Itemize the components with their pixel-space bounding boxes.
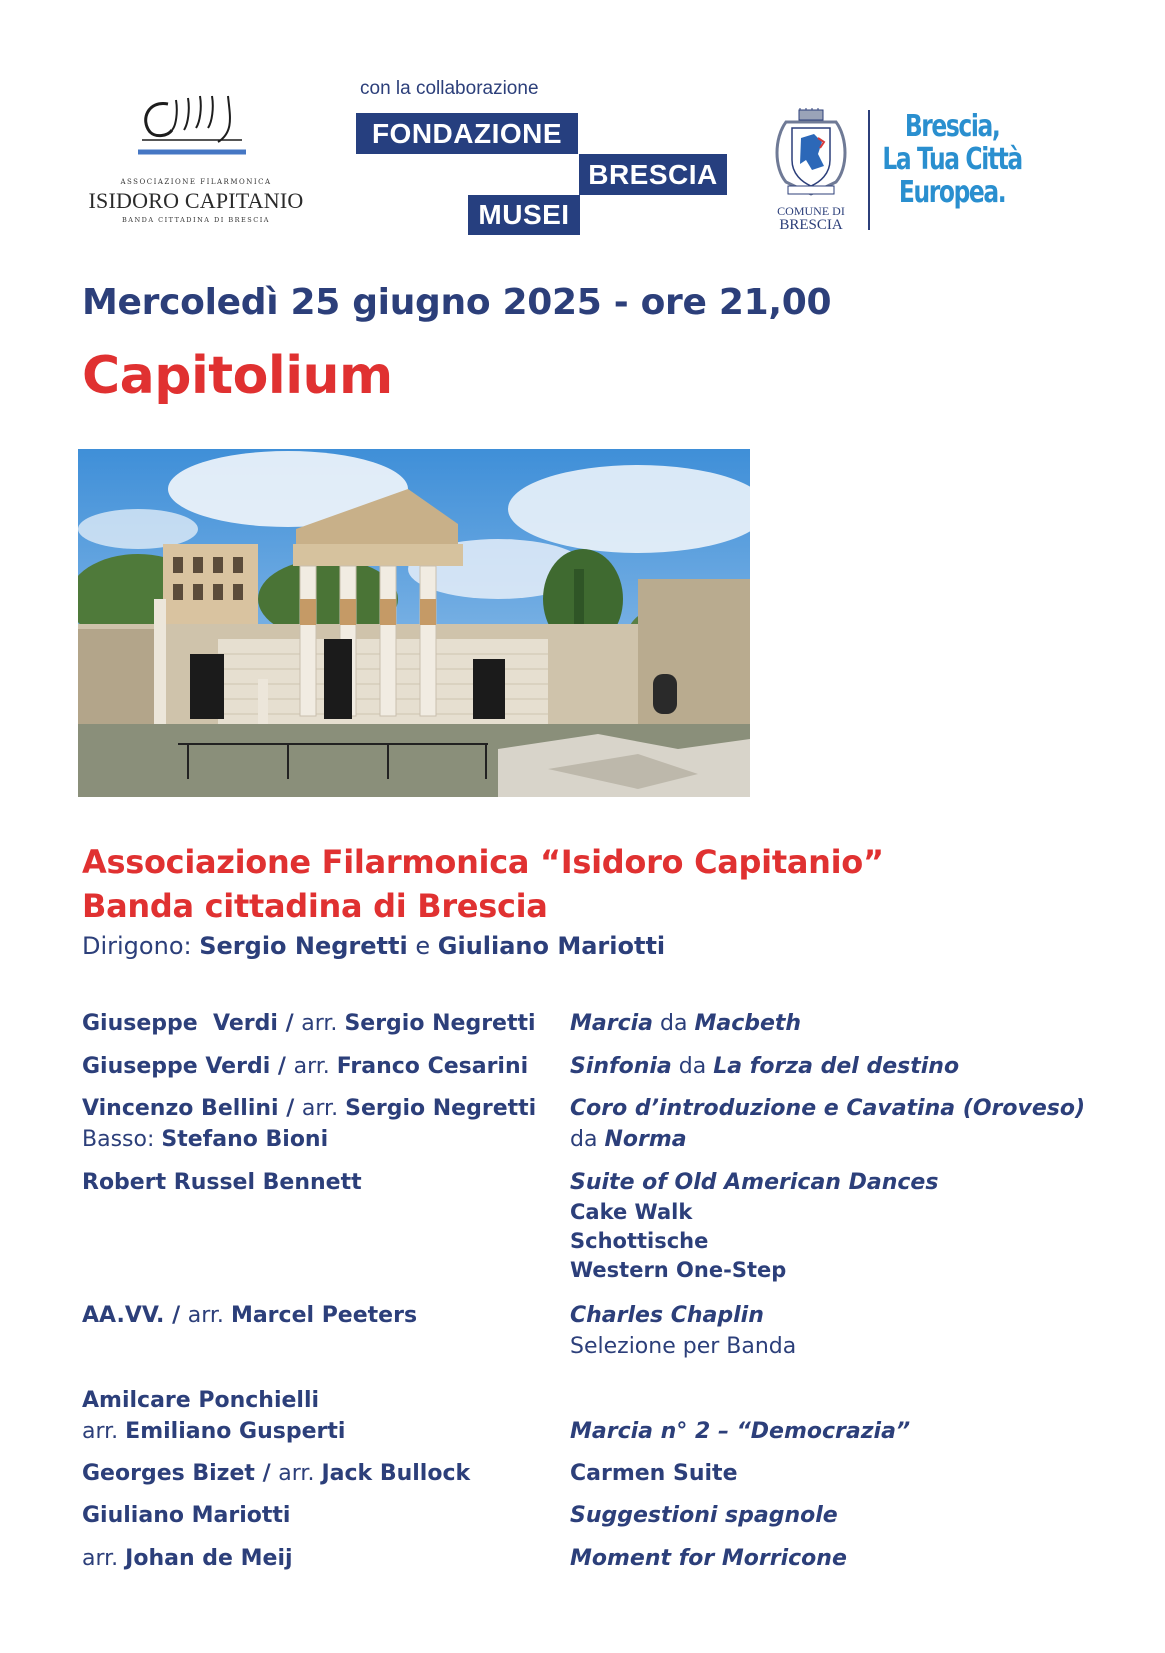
arranger: Marcel Peeters bbox=[230, 1303, 418, 1328]
arr-label: arr. bbox=[187, 1303, 224, 1328]
slogan-line-2: La Tua Città bbox=[882, 142, 1022, 177]
brescia-slogan bbox=[878, 110, 1026, 209]
program-composer-6 bbox=[82, 1385, 345, 1447]
arranger: Sergio Negretti bbox=[344, 1011, 536, 1036]
arranger: Sergio Negretti bbox=[345, 1096, 537, 1121]
association-subtitle: Banda cittadina di Brescia bbox=[82, 887, 548, 925]
arr-label: arr. bbox=[301, 1011, 338, 1036]
composer: AA.VV. bbox=[82, 1303, 165, 1328]
arranger: Jack Bullock bbox=[321, 1461, 471, 1486]
association-name: Associazione Filarmonica “Isidoro Capitanio” bbox=[82, 843, 884, 881]
composer: Giuseppe Verdi bbox=[82, 1054, 271, 1079]
isidoro-capitanio-logo bbox=[78, 92, 314, 232]
work-type: Sinfonia bbox=[570, 1054, 672, 1079]
conductor-1: Sergio Negretti bbox=[199, 932, 408, 960]
comune-line-2: BRESCIA bbox=[779, 217, 843, 233]
program-composer-4 bbox=[82, 1167, 362, 1198]
and-word: e bbox=[415, 932, 431, 960]
da-word: da bbox=[570, 1127, 598, 1152]
fondazione-word: FONDAZIONE bbox=[356, 113, 578, 154]
program-composer-7 bbox=[82, 1458, 470, 1489]
work-title: Suite of Old American Dances bbox=[570, 1170, 939, 1195]
program-work-9 bbox=[570, 1543, 847, 1574]
separator: / bbox=[277, 1011, 302, 1036]
event-place: Capitolium bbox=[82, 346, 393, 406]
composer: Robert Russel Bennett bbox=[82, 1170, 362, 1195]
separator: / bbox=[278, 1096, 302, 1121]
program-composer-8 bbox=[82, 1500, 290, 1531]
logo-divider bbox=[868, 110, 870, 230]
soloist: Stefano Bioni bbox=[161, 1127, 329, 1152]
program-work-1 bbox=[570, 1008, 801, 1039]
capitolium-photo bbox=[78, 449, 750, 797]
isidoro-assoc-line: ASSOCIAZIONE FILARMONICA bbox=[120, 178, 272, 186]
work-title: Macbeth bbox=[694, 1011, 802, 1036]
program-work-5 bbox=[570, 1300, 796, 1362]
program-composer-2 bbox=[82, 1051, 528, 1082]
composer: Giuliano Mariotti bbox=[82, 1503, 291, 1528]
arr-label: arr. bbox=[82, 1546, 119, 1571]
arranger: Franco Cesarini bbox=[336, 1054, 529, 1079]
city-crest-icon bbox=[766, 108, 856, 204]
slogan-line-1: Brescia, bbox=[904, 109, 1000, 144]
separator: / bbox=[270, 1054, 294, 1079]
composer: Giuseppe Verdi bbox=[82, 1011, 278, 1036]
directed-label: Dirigono: bbox=[82, 932, 192, 960]
musei-word: MUSEI bbox=[468, 195, 580, 235]
da-word: da bbox=[678, 1054, 707, 1079]
work-note: Selezione per Banda bbox=[570, 1334, 797, 1359]
music-notes-logo-icon bbox=[138, 92, 258, 172]
movement-3: Western One-Step bbox=[570, 1258, 787, 1282]
work-title: Charles Chaplin bbox=[570, 1303, 764, 1328]
program-work-8 bbox=[570, 1500, 838, 1531]
work-title: Moment for Morricone bbox=[570, 1546, 847, 1571]
arr-label: arr. bbox=[82, 1419, 119, 1444]
movement-1: Cake Walk bbox=[570, 1200, 693, 1224]
slogan-line-3: Europea. bbox=[898, 175, 1006, 210]
work-title: Marcia n° 2 – “Democrazia” bbox=[570, 1419, 911, 1444]
program-work-7 bbox=[570, 1458, 738, 1489]
program-composer-1 bbox=[82, 1008, 536, 1039]
isidoro-name: ISIDORO CAPITANIO bbox=[88, 188, 304, 213]
composer: Georges Bizet bbox=[82, 1461, 255, 1486]
program-work-6 bbox=[570, 1416, 910, 1447]
work-title: Suggestioni spagnole bbox=[570, 1503, 838, 1528]
conductor-2: Giuliano Mariotti bbox=[437, 932, 666, 960]
capitolium-temple-illustration bbox=[78, 449, 750, 797]
separator: / bbox=[254, 1461, 279, 1486]
composer: Vincenzo Bellini bbox=[82, 1096, 279, 1121]
composer: Amilcare Ponchielli bbox=[82, 1388, 320, 1413]
brescia-word: BRESCIA bbox=[579, 154, 727, 195]
comune-di-brescia-logo bbox=[766, 108, 856, 236]
comune-line-1: COMUNE DI bbox=[777, 204, 845, 218]
arr-label: arr. bbox=[301, 1096, 339, 1121]
isidoro-banda-line: BANDA CITTADINA DI BRESCIA bbox=[122, 216, 270, 224]
movement-2: Schottische bbox=[570, 1229, 709, 1253]
arranger: Johan de Meij bbox=[125, 1546, 293, 1571]
program-work-2 bbox=[570, 1051, 959, 1082]
program-composer-5 bbox=[82, 1300, 417, 1331]
work-title: Carmen Suite bbox=[570, 1461, 738, 1486]
program-work-3 bbox=[570, 1093, 1085, 1155]
work-title: La forza del destino bbox=[713, 1054, 960, 1079]
work-title: Norma bbox=[604, 1127, 687, 1152]
arr-label: arr. bbox=[293, 1054, 330, 1079]
program-composer-3 bbox=[82, 1093, 536, 1155]
work-type: Marcia bbox=[570, 1011, 654, 1036]
conductors-line bbox=[82, 932, 665, 960]
arranger: Emiliano Gusperti bbox=[125, 1419, 346, 1444]
collaboration-label: con la collaborazione bbox=[360, 78, 539, 99]
program-composer-9 bbox=[82, 1543, 293, 1574]
soloist-label: Basso: bbox=[82, 1127, 155, 1152]
arr-label: arr. bbox=[278, 1461, 315, 1486]
separator: / bbox=[164, 1303, 188, 1328]
program-work-4 bbox=[570, 1167, 938, 1285]
da-word: da bbox=[660, 1011, 688, 1036]
event-date-time: Mercoledì 25 giugno 2025 - ore 21,00 bbox=[82, 282, 832, 323]
work-type: Coro d’introduzione e Cavatina (Oroveso) bbox=[570, 1096, 1086, 1121]
comune-text bbox=[766, 204, 856, 232]
